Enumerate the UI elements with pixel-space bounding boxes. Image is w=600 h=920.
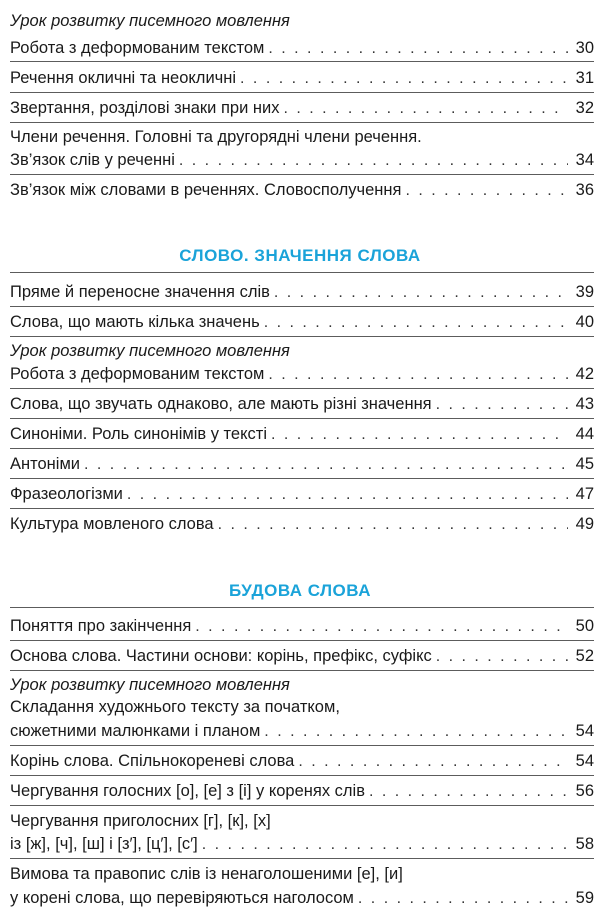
toc-entry-line: Складання художнього тексту за початком, bbox=[10, 698, 340, 716]
dot-leader bbox=[298, 752, 568, 772]
toc-entry-title: Речення окличні та неокличні bbox=[10, 69, 237, 87]
toc-entry-title: у корені слова, що перевіряються наголосом bbox=[10, 889, 354, 907]
dot-leader bbox=[218, 515, 568, 535]
toc-entry[interactable] bbox=[10, 834, 594, 855]
toc-entry[interactable] bbox=[10, 888, 594, 909]
dot-leader bbox=[271, 425, 568, 445]
toc-entry-page: 44 bbox=[575, 425, 594, 443]
toc-entry-title: Поняття про закінчення bbox=[10, 617, 192, 635]
divider bbox=[10, 272, 594, 273]
dot-leader bbox=[405, 181, 568, 201]
toc-entry-page: 42 bbox=[575, 365, 594, 383]
toc-entry-title: Пряме й переносне значення слів bbox=[10, 283, 270, 301]
toc-entry[interactable] bbox=[10, 98, 594, 119]
toc-entry[interactable] bbox=[10, 616, 594, 637]
toc-entry-page: 30 bbox=[575, 39, 594, 57]
toc-entry-title: Чергування голосних [о], [е] з [і] у коренях слів bbox=[10, 782, 365, 800]
toc-entry-title: Зв’язок слів у реченні bbox=[10, 151, 175, 169]
dot-leader bbox=[436, 395, 568, 415]
toc-entry-page: 43 bbox=[575, 395, 594, 413]
divider bbox=[10, 508, 594, 509]
toc-entry-page: 34 bbox=[575, 151, 594, 169]
toc-entry-title: Корінь слова. Спільнокореневі слова bbox=[10, 752, 295, 770]
toc-entry-page: 40 bbox=[575, 313, 594, 331]
divider bbox=[10, 805, 594, 806]
toc-entry[interactable] bbox=[10, 364, 594, 385]
toc-entry-page: 54 bbox=[575, 722, 594, 740]
divider bbox=[10, 306, 594, 307]
dot-leader bbox=[268, 39, 568, 59]
divider bbox=[10, 388, 594, 389]
toc-entry-line: Чергування приголосних [г], [к], [х] bbox=[10, 812, 271, 830]
dot-leader bbox=[436, 647, 568, 667]
toc-entry-page: 47 bbox=[575, 485, 594, 503]
dot-leader bbox=[264, 722, 568, 742]
divider bbox=[10, 418, 594, 419]
dot-leader bbox=[179, 151, 568, 171]
lesson-header: Урок розвитку писемного мовлення bbox=[10, 676, 290, 694]
toc-entry-title: Зв’язок між словами в реченнях. Словосполучення bbox=[10, 181, 402, 199]
toc-entry[interactable] bbox=[10, 150, 594, 171]
toc-entry[interactable] bbox=[10, 180, 594, 201]
divider bbox=[10, 858, 594, 859]
toc-entry[interactable] bbox=[10, 454, 594, 475]
toc-entry[interactable] bbox=[10, 646, 594, 667]
dot-leader bbox=[264, 313, 568, 333]
toc-entry-title: Фразеологізми bbox=[10, 485, 123, 503]
toc-entry[interactable] bbox=[10, 394, 594, 415]
dot-leader bbox=[84, 455, 568, 475]
toc-entry-page: 58 bbox=[575, 835, 594, 853]
toc-entry-title: Звертання, розділові знаки при них bbox=[10, 99, 280, 117]
dot-leader bbox=[202, 835, 568, 855]
toc-entry-title: Основа слова. Частини основи: корінь, префікс, суфікс bbox=[10, 647, 432, 665]
divider bbox=[10, 607, 594, 608]
section-title: БУДОВА СЛОВА bbox=[229, 581, 371, 600]
toc-entry-page: 36 bbox=[575, 181, 594, 199]
toc-entry-page: 56 bbox=[575, 782, 594, 800]
divider bbox=[10, 670, 594, 671]
divider bbox=[10, 640, 594, 641]
toc-entry[interactable] bbox=[10, 781, 594, 802]
toc-entry[interactable] bbox=[10, 282, 594, 303]
dot-leader bbox=[268, 365, 568, 385]
divider bbox=[10, 478, 594, 479]
divider bbox=[10, 174, 594, 175]
toc-entry[interactable] bbox=[10, 38, 594, 59]
section-title: СЛОВО. ЗНАЧЕННЯ СЛОВА bbox=[179, 246, 421, 265]
dot-leader bbox=[240, 69, 568, 89]
toc-entry-title: Робота з деформованим текстом bbox=[10, 365, 265, 383]
dot-leader bbox=[127, 485, 568, 505]
toc-entry[interactable] bbox=[10, 751, 594, 772]
toc-entry-title: Культура мовленого слова bbox=[10, 515, 214, 533]
toc-entry-title: із [ж], [ч], [ш] і [з′], [ц′], [с′] bbox=[10, 835, 198, 853]
toc-entry-page: 49 bbox=[575, 515, 594, 533]
toc-entry-title: Антоніми bbox=[10, 455, 81, 473]
toc-entry[interactable] bbox=[10, 514, 594, 535]
toc-entry[interactable] bbox=[10, 484, 594, 505]
dot-leader bbox=[195, 617, 568, 637]
toc-entry-page: 32 bbox=[575, 99, 594, 117]
toc-entry-page: 50 bbox=[575, 617, 594, 635]
toc-entry-title: сюжетними малюнками і планом bbox=[10, 722, 261, 740]
toc-entry-line: Вимова та правопис слів із ненаголошеними [е], [и] bbox=[10, 865, 403, 883]
divider bbox=[10, 92, 594, 93]
divider bbox=[10, 775, 594, 776]
toc-entry-page: 45 bbox=[575, 455, 594, 473]
lesson-header: Урок розвитку писемного мовлення bbox=[10, 12, 290, 30]
toc-entry-title: Робота з деформованим текстом bbox=[10, 39, 265, 57]
toc-entry-title: Слова, що звучать однаково, але мають різні значення bbox=[10, 395, 432, 413]
toc-entry-page: 39 bbox=[575, 283, 594, 301]
toc-entry-page: 59 bbox=[575, 889, 594, 907]
dot-leader bbox=[274, 283, 568, 303]
divider bbox=[10, 122, 594, 123]
toc-entry-page: 54 bbox=[575, 752, 594, 770]
toc-entry-title: Синоніми. Роль синонімів у тексті bbox=[10, 425, 267, 443]
dot-leader bbox=[369, 782, 568, 802]
divider bbox=[10, 448, 594, 449]
divider bbox=[10, 61, 594, 62]
toc-entry-line: Члени речення. Головні та другорядні члени речення. bbox=[10, 128, 422, 146]
divider bbox=[10, 745, 594, 746]
dot-leader bbox=[358, 889, 568, 909]
toc-entry[interactable] bbox=[10, 68, 594, 89]
dot-leader bbox=[283, 99, 568, 119]
toc-entry-page: 52 bbox=[575, 647, 594, 665]
toc-entry-page: 31 bbox=[575, 69, 594, 87]
toc-entry-title: Слова, що мають кілька значень bbox=[10, 313, 260, 331]
toc-entry[interactable] bbox=[10, 721, 594, 742]
toc-entry[interactable] bbox=[10, 424, 594, 445]
toc-entry[interactable] bbox=[10, 312, 594, 333]
divider bbox=[10, 336, 594, 337]
lesson-header: Урок розвитку писемного мовлення bbox=[10, 342, 290, 360]
